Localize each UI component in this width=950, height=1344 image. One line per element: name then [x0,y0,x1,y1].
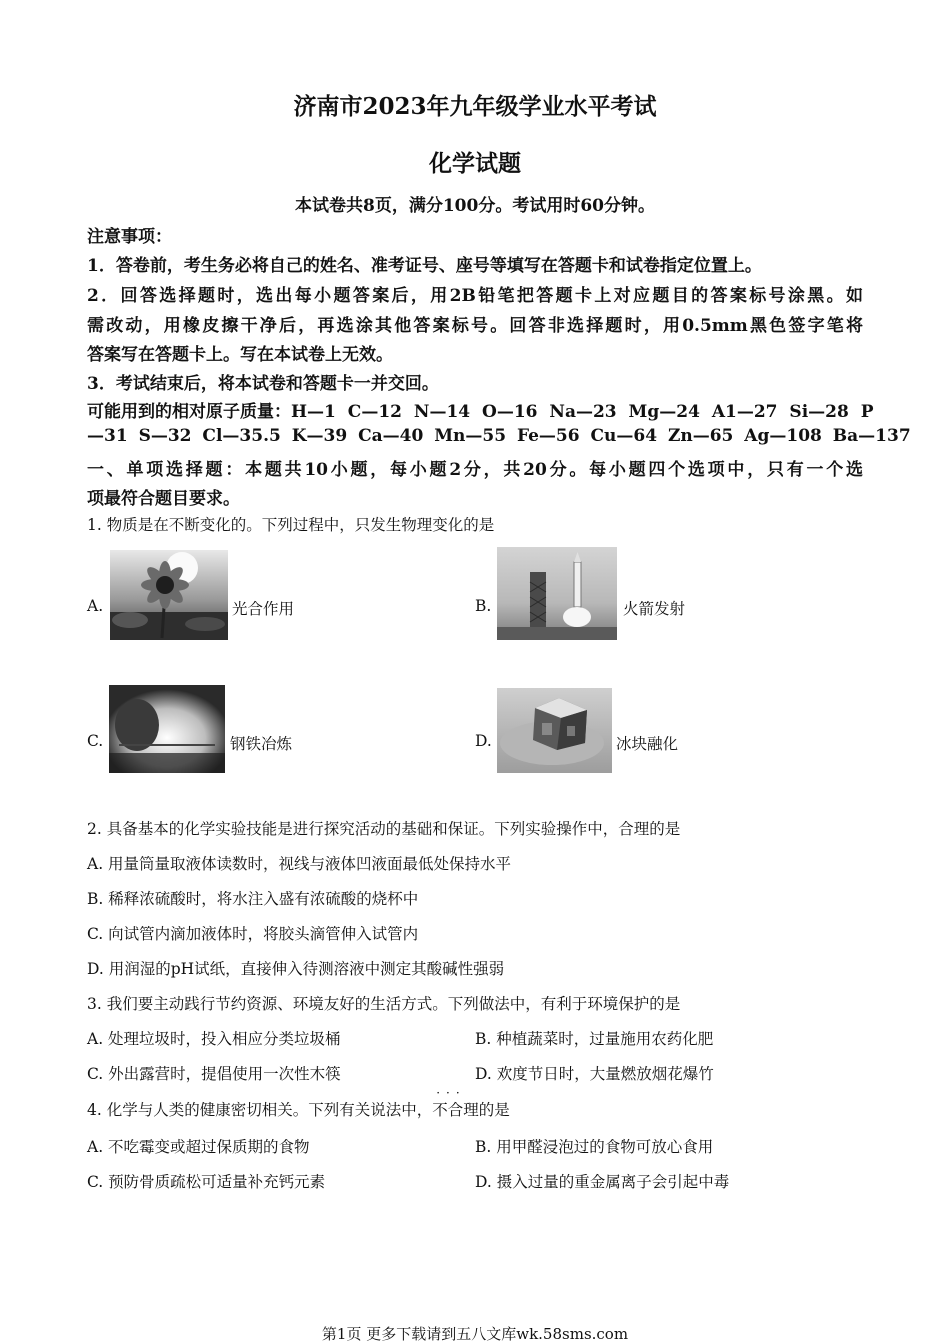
exam-subtitle: 化学试题 [429,150,521,177]
q4-option-c: C. 预防骨质疏松可适量补充钙元素 [87,1173,326,1191]
q1-option-d-text: 冰块融化 [616,735,679,753]
section-heading-line-2: 项最符合题目要求。 [87,489,240,509]
q3-option-d: D. 欢度节日时，大量燃放烟花爆竹 [475,1065,714,1083]
q1-option-b-letter: B. [475,597,492,615]
q1-option-c-text: 钢铁冶炼 [230,735,293,753]
page-footer: 第1页 更多下载请到五八文库wk.58sms.com [321,1325,629,1343]
q3-option-c: C. 外出露营时，提倡使用一次性木筷 [87,1065,341,1083]
ice-cube-icon [497,688,612,773]
atomic-mass-line-2: —31 S—32 Cl—35.5 K—39 Ca—40 Mn—55 Fe—56 Cu—64 Zn—65 Ag—108 Ba—137 [87,426,911,446]
q3-option-b: B. 种植蔬菜时，过量施用农药化肥 [475,1030,714,1048]
melting-ice-image [497,688,612,773]
q4-option-b: B. 用甲醛浸泡过的食物可放心食用 [475,1138,714,1156]
question-4-emphasis-text: 不合理 [432,1101,479,1119]
question-4-emphasis [432,1086,479,1120]
q1-option-c-letter: C. [87,732,104,750]
q4-option-d: D. 摄入过量的重金属离子会引起中毒 [475,1173,730,1191]
question-4-stem-end: 的是 [478,1101,510,1119]
q1-option-a-letter: A. [87,597,104,615]
question-3-stem: 3. 我们要主动践行节约资源、环境友好的生活方式。下列做法中，有利于环境保护的是 [87,995,681,1013]
q4-option-a: A. 不吃霉变或超过保质期的食物 [87,1138,310,1156]
question-4-stem-start: 4. 化学与人类的健康密切相关。下列有关说法中， [87,1101,433,1119]
q2-option-d: D. 用润湿的pH试纸，直接伸入待测溶液中测定其酸碱性强弱 [87,960,505,978]
q1-option-a-text: 光合作用 [232,600,295,618]
notes-item-3: 3．考试结束后，将本试卷和答题卡一并交回。 [87,374,439,394]
q1-option-d-letter: D. [475,732,492,750]
furnace-icon [109,685,225,773]
emphasis-dots: ··· [436,1086,466,1100]
q3-option-a: A. 处理垃圾时，投入相应分类垃圾桶 [87,1030,341,1048]
q2-option-c: C. 向试管内滴加液体时，将胶头滴管伸入试管内 [87,925,419,943]
atomic-mass-line-1: 可能用到的相对原子质量：H—1 C—12 N—14 O—16 Na—23 Mg—24 A1—27 Si—28 P [87,402,874,422]
notes-item-2-line-2: 需改动，用橡皮擦干净后，再选涂其他答案标号。回答非选择题时，用0.5mm黑色签字笔将 [87,316,863,336]
steel-smelting-image [109,685,225,773]
notes-heading: 注意事项： [87,227,172,247]
notes-item-2-line-1: 2．回答选择题时，选出每小题答案后，用2B铅笔把答题卡上对应题目的答案标号涂黑。如 [87,286,863,306]
sunflower-icon [110,550,228,640]
notes-item-1: 1．答卷前，考生务必将自己的姓名、准考证号、座号等填写在答题卡和试卷指定位置上。 [87,256,762,276]
sunflower-image [110,550,228,640]
question-2-stem: 2. 具备基本的化学实验技能是进行探究活动的基础和保证。下列实验操作中，合理的是 [87,820,681,838]
notes-item-2-line-3: 答案写在答题卡上。写在本试卷上无效。 [87,345,393,365]
q1-option-b-text: 火箭发射 [623,600,686,618]
question-1-stem: 1. 物质是在不断变化的。下列过程中，只发生物理变化的是 [87,516,495,534]
exam-title: 济南市2023年九年级学业水平考试 [293,93,657,120]
rocket-image [497,547,617,640]
section-heading-line-1: 一、单项选择题：本题共10小题，每小题2分，共20分。每小题四个选项中，只有一个选 [87,460,863,480]
q2-option-a: A. 用量筒量取液体读数时，视线与液体凹液面最低处保持水平 [87,855,512,873]
rocket-icon [497,547,617,640]
question-4-stem [87,1086,510,1120]
q2-option-b: B. 稀释浓硫酸时，将水注入盛有浓硫酸的烧杯中 [87,890,419,908]
exam-info: 本试卷共8页，满分100分。考试用时60分钟。 [295,196,655,216]
